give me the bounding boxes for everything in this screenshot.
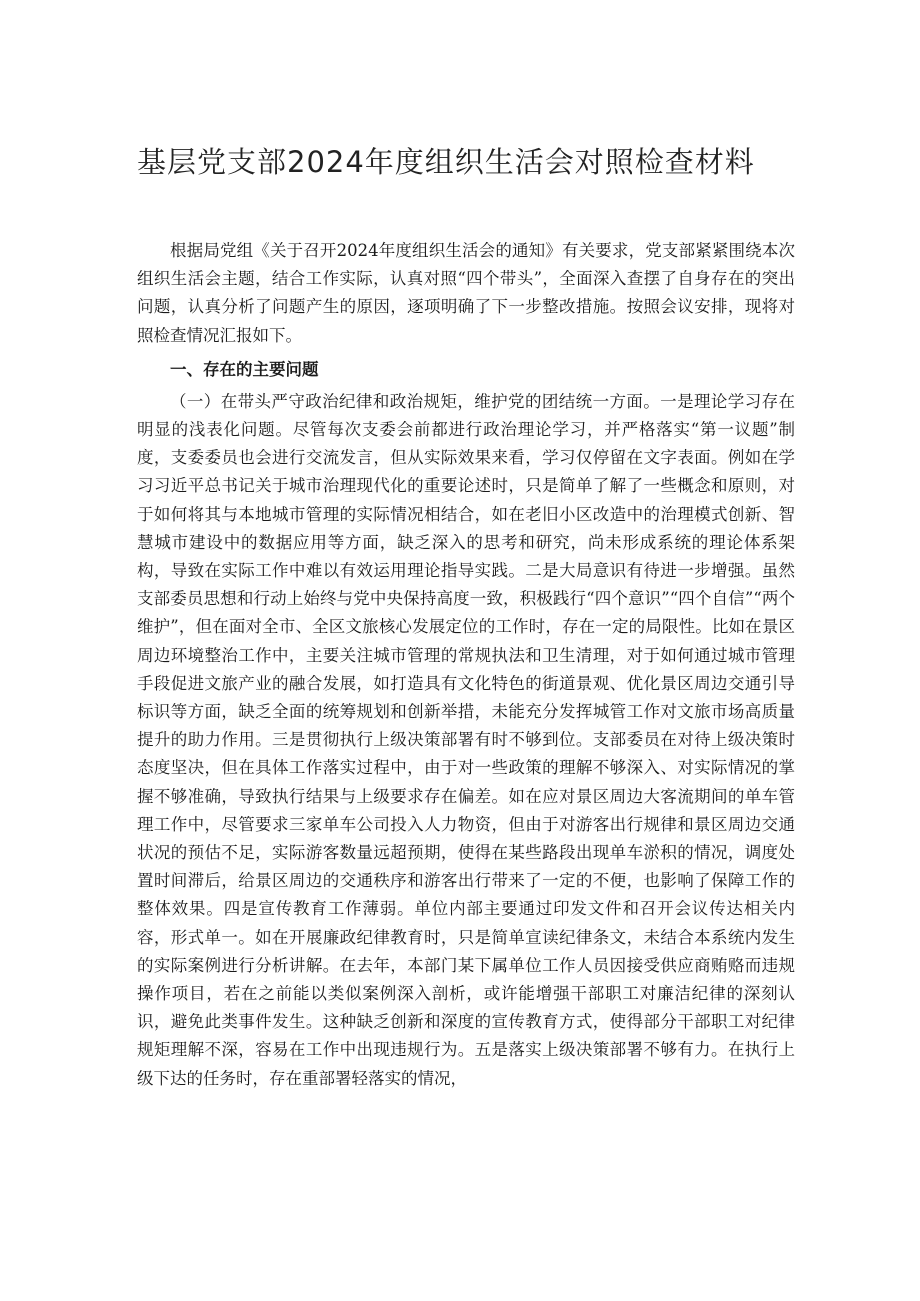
intro-paragraph: 根据局党组《关于召开2024年度组织生活会的通知》有关要求，党支部紧紧围绕本次组织生活会主题，结合工作实际，认真对照“四个带头”，全面深入查摆了自身存在的突出问题，认真分析了问题产生的原因，逐项明确了下一步整改措施。按照会议安排，现将对照检查情况汇报如下。 xyxy=(137,241,795,345)
section-heading: 一、存在的主要问题 xyxy=(170,359,319,379)
document-title: 基层党支部2024年度组织生活会对照检查材料 xyxy=(137,145,755,179)
document-body xyxy=(137,237,795,1093)
body-paragraph: （一）在带头严守政治纪律和政治规矩，维护党的团结统一方面。一是理论学习存在明显的浅表化问题。尽管每次支委会前都进行政治理论学习，并严格落实“第一议题”制度，支委委员也会进行交流发言，但从实际效果来看，学习仅停留在文字表面。例如在学习习近平总书记关于城市治理现代化的重要论述时，只是简单了解了一些概念和原则，对于如何将其与本地城市管理的实际情况相结合，如在老旧小区改造中的治理模式创新、智慧城市建设中的数据应用等方面，缺乏深入的思考和研究，尚未形成系统的理论体系架构，导致在实际工作中难以有效运用理论指导实践。二是大局意识有待进一步增强。虽然支部委员思想和行动上始终与党中央保持高度一致，积极践行“四个意识”“四个自信”“两个维护”，但在面对全市、全区文旅核心发展定位的工作时，存在一定的局限性。比如在景区周边环境整治工作中，主要关注城市管理的常规执法和卫生清理，对于如何通过城市管理手段促进文旅产业的融合发展，如打造具有文化特色的街道景观、优化景区周边交通引导标识等方面，缺乏全面的统筹规划和创新举措，未能充分发挥城管工作对文旅市场高质量提升的助力作用。三是贯彻执行上级决策部署有时不够到位。支部委员在对待上级决策时态度坚决，但在具体工作落实过程中，由于对一些政策的理解不够深入、对实际情况的掌握不够准确，导致执行结果与上级要求存在偏差。如在应对景区周边大客流期间的单车管理工作中，尽管要求三家单车公司投入人力物资，但由于对游客出行规律和景区周边交通状况的预估不足，实际游客数量远超预期，使得在某些路段出现单车淤积的情况，调度处置时间滞后，给景区周边的交通秩序和游客出行带来了一定的不便，也影响了保障工作的整体效果。四是宣传教育工作薄弱。单位内部主要通过印发文件和召开会议传达相关内容，形式单一。如在开展廉政纪律教育时，只是简单宣读纪律条文，未结合本系统内发生的实际案例进行分析讲解。在去年，本部门某下属单位工作人员因接受供应商贿赂而违规操作项目，若在之前能以类似案例深入剖析，或许能增强干部职工对廉洁纪律的深刻认识，避免此类事件发生。这种缺乏创新和深度的宣传教育方式，使得部分干部职工对纪律规矩理解不深，容易在工作中出现违规行为。五是落实上级决策部署不够有力。在执行上级下达的任务时，存在重部署轻落实的情况， xyxy=(137,391,795,1088)
